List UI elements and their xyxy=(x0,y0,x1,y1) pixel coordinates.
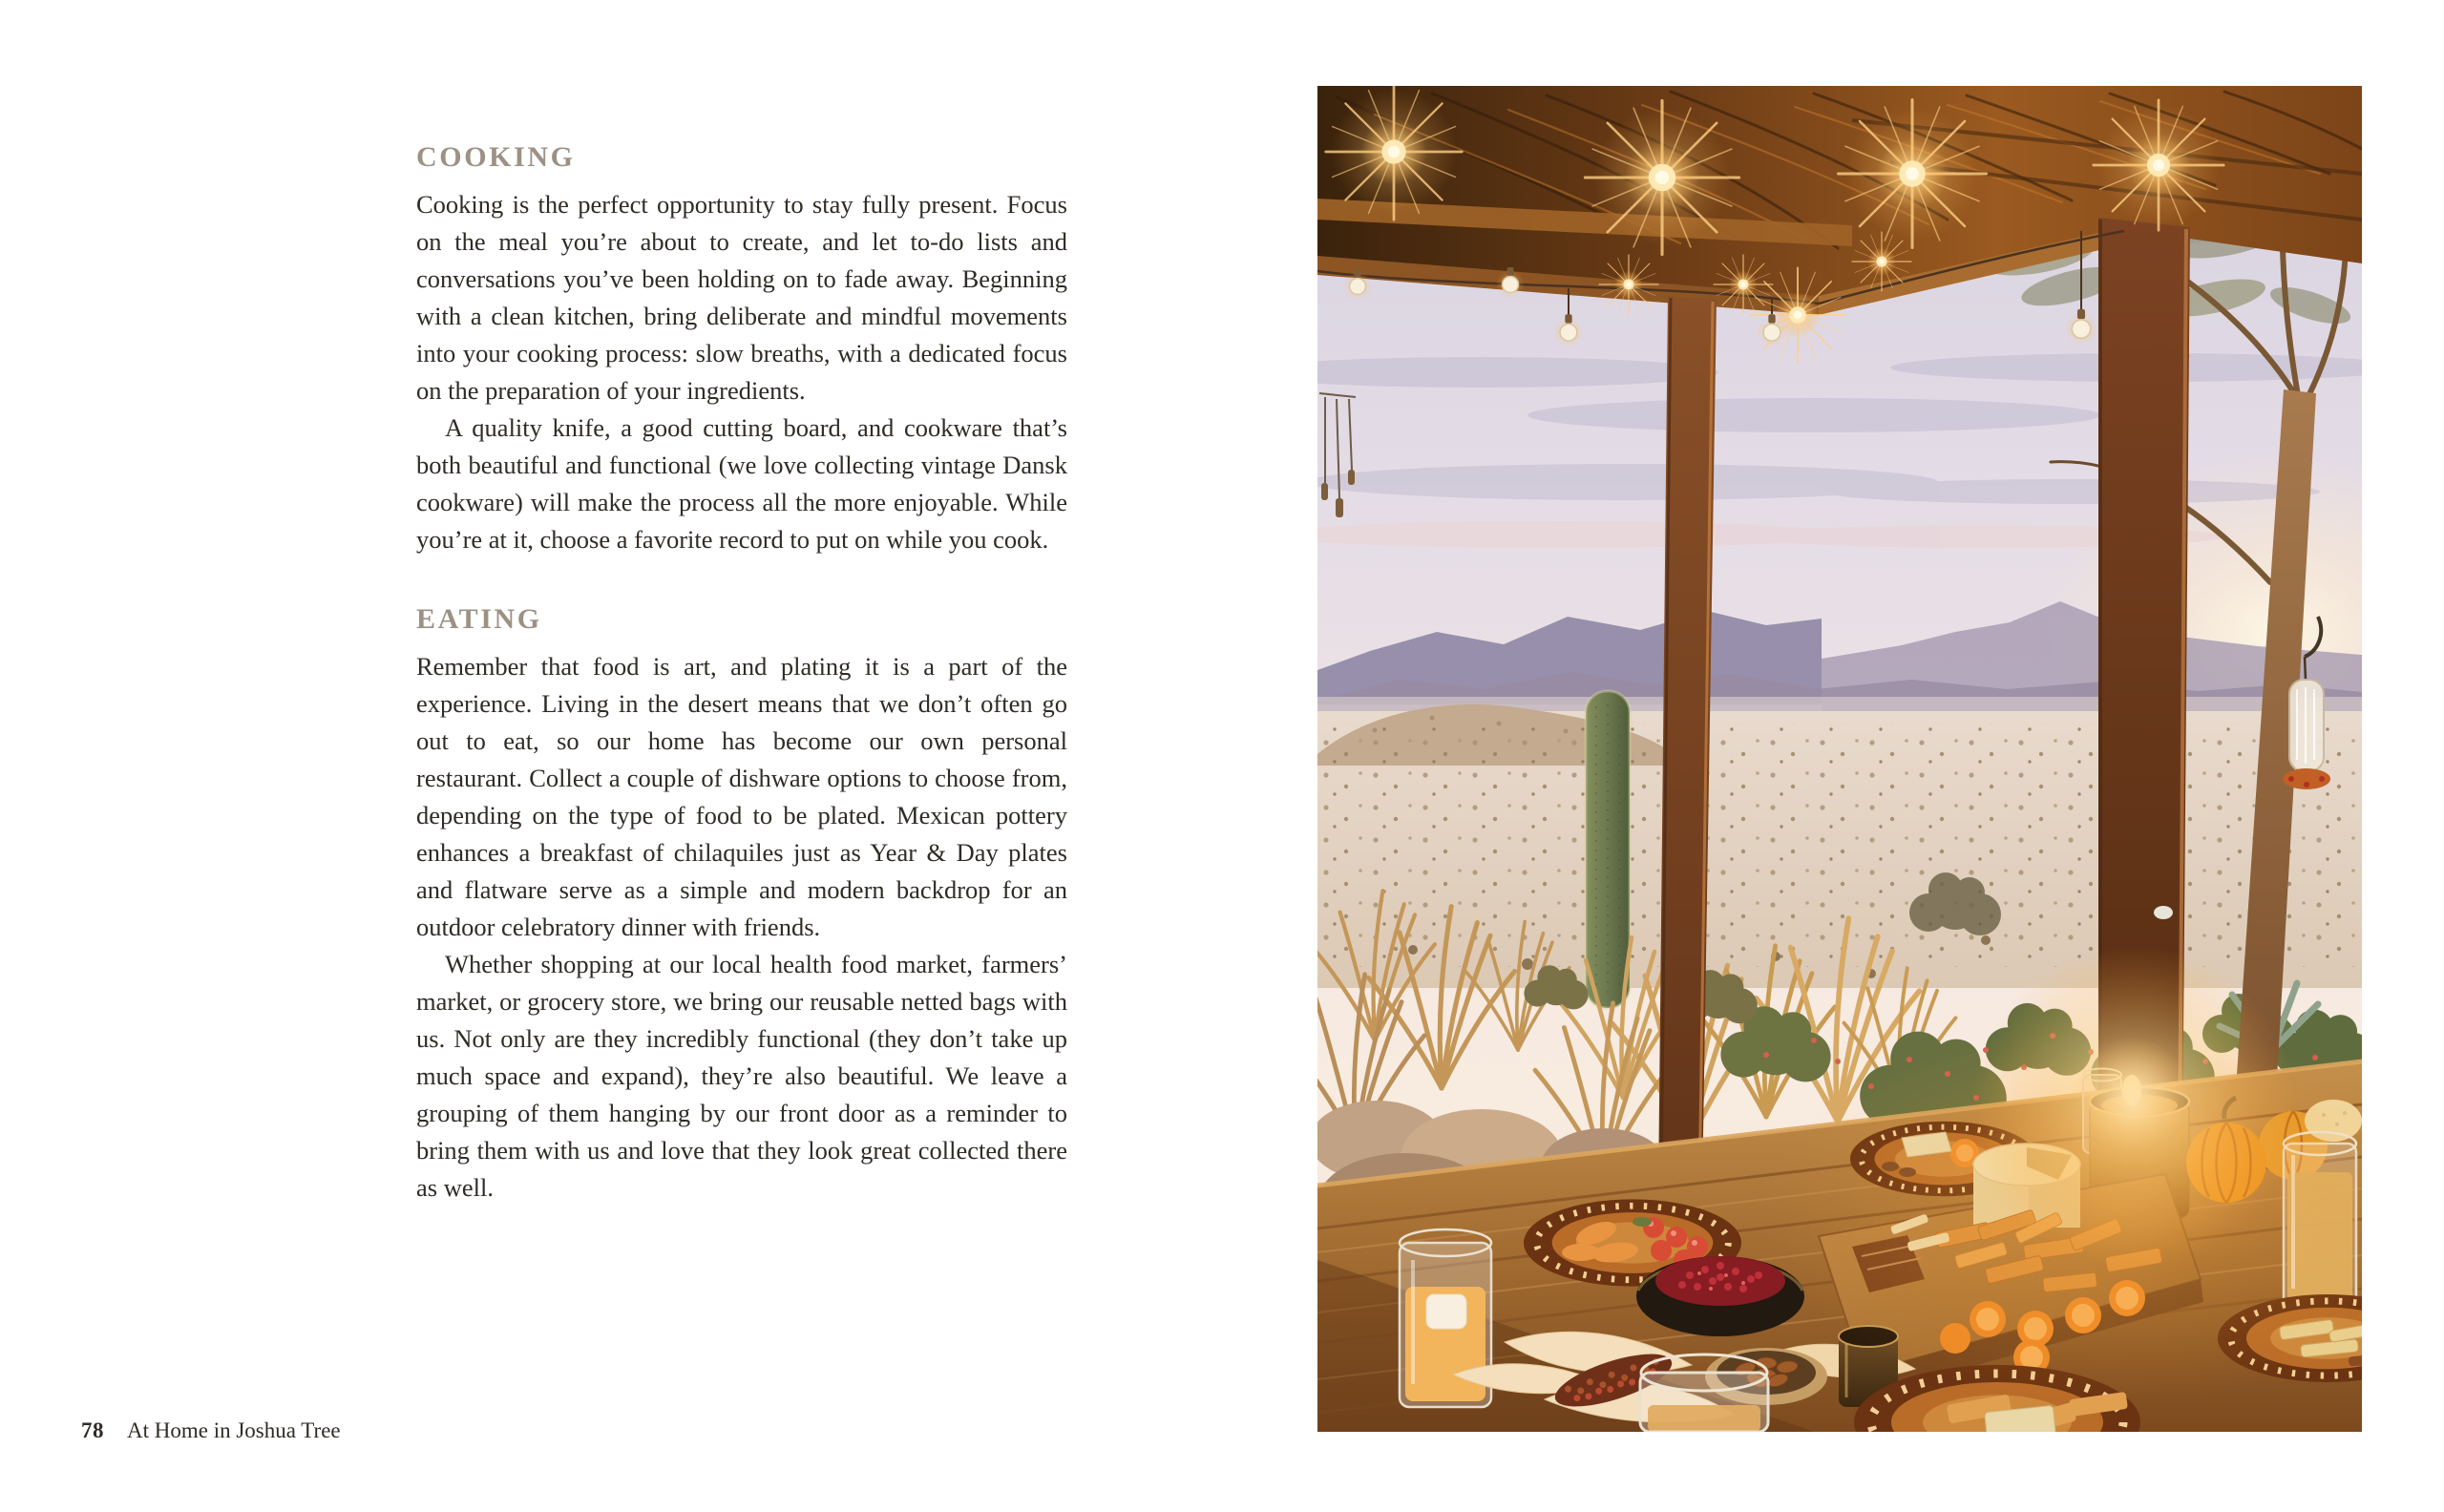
desert-dinner-photo xyxy=(1317,86,2362,1432)
light-bulb xyxy=(1585,100,1738,254)
pomegranate-bowl xyxy=(1636,1256,1804,1336)
text-column xyxy=(416,140,1067,1207)
section-heading-eating: EATING xyxy=(416,603,542,635)
page-footer xyxy=(81,1418,341,1443)
running-footer-title: At Home in Joshua Tree xyxy=(127,1418,341,1442)
light-bulb xyxy=(1750,267,1844,362)
paragraph-eating-2: Whether shopping at our local health food market, farmers’ market, or grocery store, we bring our reusable netted bags with us. Not only are they incredibly functional (they don’t take up much space and expand), they’re also beautiful. We leave a grouping of them hanging by our front door as a reminder to bring them with us and love that they look great collected there as well. xyxy=(416,950,1067,1202)
paragraph-cooking-2: A quality knife, a good cutting board, and cookware that’s both beautiful and functional (we love collecting vintage Dansk cookware) will make the process all the more enjoyable. While you’re at it, choose a favorite record to put on while you cook. xyxy=(416,413,1067,554)
light-bulb xyxy=(1714,255,1773,314)
photo-desert xyxy=(1317,704,2362,988)
light-bulb xyxy=(1599,255,1658,314)
right-page-photo xyxy=(1317,86,2362,1432)
paragraph-eating-1: Remember that food is art, and plating it is a part of the experience. Living in the desert means that we don’t often go out to eat, so our home has become our own personal restaurant. Collect a couple of dishware options to choose from, depending on the type of food to be plated. Mexican pottery enhances a breakfast of chilaquiles just as Year & Day plates and flatware serve as a simple and modern backdrop for an outdoor celebratory dinner with friends. xyxy=(416,652,1067,941)
light-bulb xyxy=(2094,100,2223,230)
light-bulb xyxy=(1839,100,1987,248)
paragraph-cooking-1: Cooking is the perfect opportunity to stay fully present. Focus on the meal you’re about to create, and let to-do lists and conversations you’ve been holding on to fade away. Beginning with a clean kitchen, bring deliberate and mindful movements into your cooking process: slow breaths, with a dedicated focus on the preparation of your ingredients. xyxy=(416,190,1067,405)
section-heading-cooking: COOKING xyxy=(416,141,576,173)
light-bulb xyxy=(1852,232,1911,291)
page-number: 78 xyxy=(81,1418,104,1442)
post-hook xyxy=(2154,906,2173,919)
cactus xyxy=(1586,691,1630,1008)
